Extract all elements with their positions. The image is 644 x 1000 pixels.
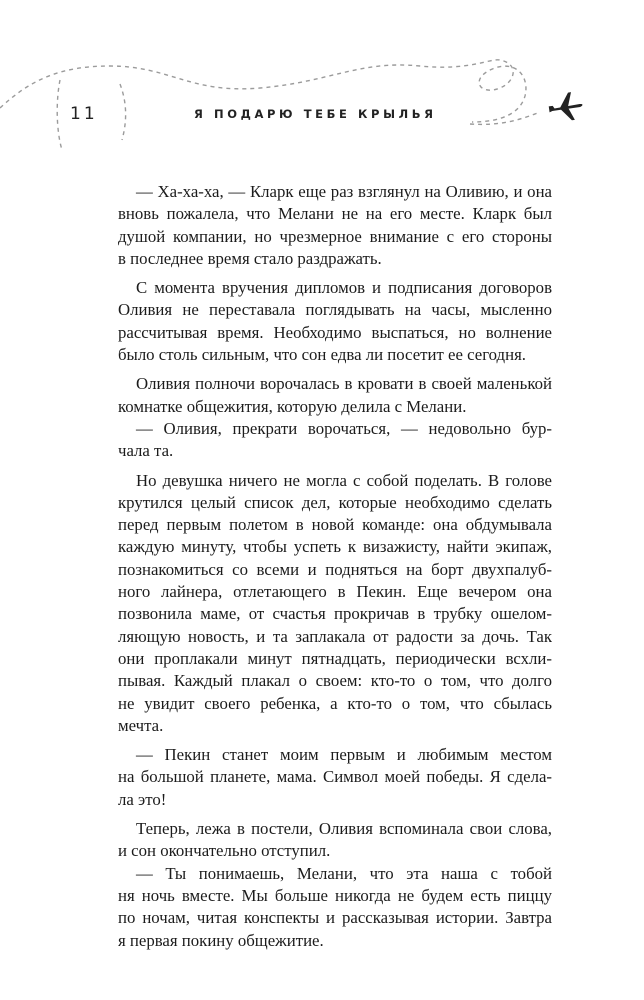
airplane-icon (547, 90, 585, 124)
text-line: комнатке общежития, которую делила с Мелани. (118, 396, 467, 416)
text-line: познакомиться со всеми и подняться на борт двухпалуб- (118, 559, 552, 579)
text-line: вновь пожалела, что Мелани не на его месте. Кларк был (118, 204, 552, 224)
text-line: мечта. (118, 715, 164, 735)
text-line: они проплакали минут пятнадцать, периодически всхли- (118, 648, 552, 668)
text-line: ня ночь вместе. Мы больше никогда не будем есть пиццу (118, 885, 552, 905)
body-text (118, 181, 552, 952)
paragraph (118, 277, 552, 366)
text-line: позвонила маме, от счастья прокричав в трубку ошелом- (118, 604, 552, 624)
paragraph (118, 181, 552, 270)
running-title: Я ПОДАРЮ ТЕБЕ КРЫЛЬЯ (194, 107, 437, 121)
text-line: душой компании, но чрезмерное внимание с его стороны (118, 226, 552, 246)
paragraph (118, 863, 552, 952)
dashed-flight-path (0, 0, 644, 150)
paragraph (118, 818, 552, 863)
paragraph (118, 744, 552, 811)
text-line: ного лайнера, отлетающего в Пекин. Еще вечером она (118, 582, 552, 602)
text-line: Оливия не переставала поглядывать на часы, мысленно (118, 300, 552, 320)
text-line: чала та. (118, 441, 174, 461)
text-line: перед первым полетом в новой команде: она обдумывала (118, 515, 552, 535)
text-line: Оливия полночи ворочалась в кровати в своей маленькой (136, 374, 552, 394)
paragraph (118, 373, 552, 418)
text-line: — Пекин станет моим первым и любимым местом (136, 745, 552, 765)
text-line: крутился целый список дел, которые необходимо сделать (118, 492, 552, 512)
text-line: пывая. Каждый плакал о своем: кто-то о том, что долго (118, 671, 552, 691)
text-line: Теперь, лежа в постели, Оливия вспоминала свои слова, (136, 819, 552, 839)
text-line: Но девушка ничего не могла с собой поделать. В голове (136, 470, 552, 490)
text-line: рассчитывая время. Необходимо выспаться, но волнение (118, 322, 552, 342)
text-line: — Оливия, прекрати ворочаться, — недовольно бур- (136, 418, 552, 438)
text-line: в последнее время стало раздражать. (118, 248, 382, 268)
text-line: на большой планете, мама. Символ моей победы. Я сдела- (118, 767, 552, 787)
page-number: 11 (70, 104, 98, 124)
text-line: по ночам, читая конспекты и рассказывая истории. Завтра (118, 908, 552, 928)
text-line: каждую минуту, чтобы успеть к визажисту, найти экипаж, (118, 537, 552, 557)
text-line: С момента вручения дипломов и подписания договоров (136, 278, 552, 298)
text-line: — Ты понимаешь, Мелани, что эта наша с тобой (136, 863, 552, 883)
text-line: ляющую новость, и та заплакала от радости за дочь. Так (118, 626, 552, 646)
text-line: было столь сильным, что сон едва ли посетит ее сегодня. (118, 345, 526, 365)
text-line: не увидит своего ребенка, а кто-то о том, что сбылась (118, 693, 552, 713)
text-line: я первая покину общежитие. (118, 930, 324, 950)
paragraph (118, 418, 552, 463)
text-line: и сон окончательно отступил. (118, 841, 331, 861)
text-line: — Ха-ха-ха, — Кларк еще раз взглянул на Оливию, и она (136, 182, 552, 201)
paragraph (118, 470, 552, 738)
text-line: ла это! (118, 789, 167, 809)
